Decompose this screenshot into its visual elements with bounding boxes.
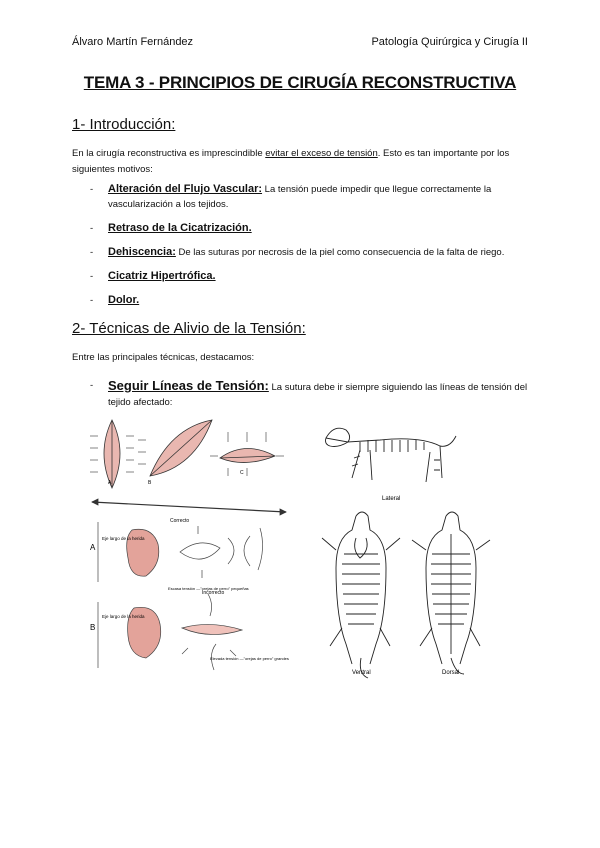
page-title: TEMA 3 - PRINCIPIOS DE CIRUGÍA RECONSTRUCTIVA (83, 73, 517, 92)
bullet-term: Alteración del Flujo Vascular: (108, 183, 263, 195)
bullet-term: Seguir Líneas de Tensión: (108, 378, 269, 393)
panel-a-diagram (98, 522, 263, 582)
nota-a: Escasa tensión —"orejas de perro" pequeñas (168, 586, 249, 591)
figure-incisions (90, 420, 286, 515)
bullet-text: La sutura debe ir siempre siguiendo las líneas de tensión del tejido afectado: (108, 382, 528, 408)
bullet-cicatriz (90, 269, 540, 284)
label-b: B (148, 480, 152, 486)
label-incorrecto: Incorrecto (202, 590, 225, 596)
bullet-dash: - (90, 295, 94, 306)
eje-a: Eje largo de la herida (102, 536, 145, 541)
bullet-dash: - (90, 271, 94, 282)
intro-text-underlined: evitar el exceso de tensión (265, 148, 378, 159)
tension-lines-figures (90, 418, 510, 680)
bullet-dash: - (90, 184, 94, 195)
bullet-dash: - (90, 380, 94, 391)
section-2-intro: Entre las principales técnicas, destacamos: (72, 352, 255, 363)
bullet-term: Dolor. (108, 294, 140, 306)
bullet-dolor (90, 293, 540, 308)
nota-b: Elevada tensión —"orejas de perro" grandes (210, 656, 289, 661)
section-2-bullets (90, 378, 540, 410)
figure-svg (90, 418, 510, 680)
bullet-text: De las suturas por necrosis de la piel como consecuencia de la falta de riego. (175, 247, 505, 258)
bullet-text: La tensión puede impedir que llegue correctamente la vascularización a los tejidos. (108, 184, 492, 210)
intro-text-pre: En la cirugía reconstructiva es imprescindible (72, 148, 266, 159)
header-author: Álvaro Martín Fernández (72, 36, 194, 48)
bullet-lineas-tension (90, 378, 540, 410)
label-c: C (240, 470, 244, 476)
eje-b: Eje largo de la herida (102, 614, 145, 619)
label-ventral: Ventral (352, 670, 371, 676)
intro-text-post: . Esto es tan importante por los siguientes motivos: (72, 148, 510, 175)
label-lateral: Lateral (382, 496, 401, 502)
dog-ventral (322, 512, 400, 678)
bullet-dash: - (90, 247, 94, 258)
label-dorsal: Dorsal (442, 670, 460, 676)
bullet-term: Retraso de la Cicatrización. (108, 222, 252, 234)
bullet-term: Dehiscencia: (108, 246, 176, 258)
section-2-heading: 2- Técnicas de Alivio de la Tensión: (72, 320, 306, 337)
panel-a-label: A (90, 543, 96, 552)
bullet-dehiscencia (90, 245, 540, 260)
dog-lateral (326, 428, 457, 482)
bullet-term: Cicatriz Hipertrófica. (108, 270, 216, 282)
bullet-retraso (90, 221, 540, 236)
bullet-flujo-vascular (90, 182, 540, 212)
dog-dorsal (412, 512, 490, 674)
label-a: A (108, 480, 112, 486)
section-1-bullets (90, 182, 540, 308)
header-course: Patología Quirúrgica y Cirugía II (371, 36, 528, 48)
section-1-heading: 1- Introducción: (72, 116, 176, 133)
bullet-dash: - (90, 223, 94, 234)
panel-b-label: B (90, 623, 96, 632)
section-1-intro (72, 146, 532, 178)
label-correcto: Correcto (170, 518, 190, 524)
